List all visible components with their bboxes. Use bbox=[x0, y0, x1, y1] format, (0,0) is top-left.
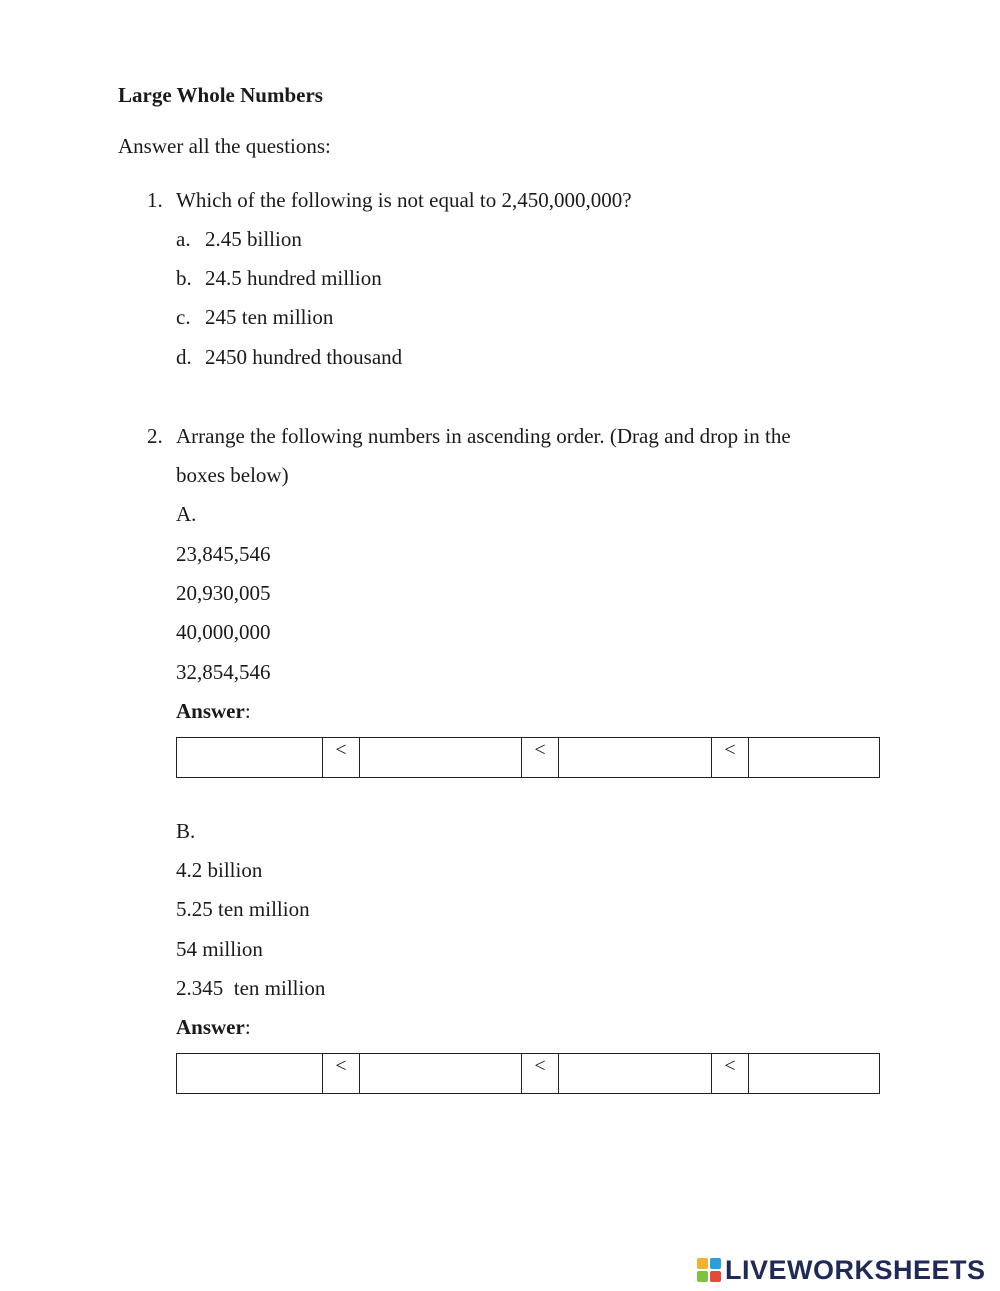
liveworksheets-wordmark: LIVEWORKSHEETS bbox=[725, 1254, 986, 1285]
part-b-number-4[interactable]: 2.345 ten million bbox=[176, 976, 326, 1000]
part-b-number-3[interactable]: 54 million bbox=[176, 937, 263, 961]
less-than-sign: < bbox=[522, 1054, 559, 1093]
answer-drop-box-1[interactable] bbox=[177, 1054, 323, 1093]
part-a-answer-label bbox=[176, 698, 251, 724]
part-b-label: B. bbox=[176, 819, 196, 843]
option-a-text[interactable]: 2.45 billion bbox=[205, 227, 302, 251]
part-a-answer-row bbox=[176, 737, 880, 778]
option-c-letter: c. bbox=[176, 305, 191, 329]
part-a-number-2[interactable]: 20,930,005 bbox=[176, 581, 271, 605]
answer-label-colon: : bbox=[244, 699, 251, 723]
less-than-sign: < bbox=[522, 738, 559, 777]
answer-label-colon: : bbox=[244, 1015, 251, 1039]
answer-drop-box-3[interactable] bbox=[559, 1054, 712, 1093]
answer-drop-box-4[interactable] bbox=[749, 1054, 879, 1093]
logo-square-green bbox=[697, 1271, 708, 1282]
answer-drop-box-2[interactable] bbox=[360, 1054, 522, 1093]
option-b-text[interactable]: 24.5 hundred million bbox=[205, 266, 382, 290]
part-a-number-4[interactable]: 32,854,546 bbox=[176, 660, 271, 684]
option-a-letter: a. bbox=[176, 227, 191, 251]
logo-square-red bbox=[710, 1271, 721, 1282]
part-a-label: A. bbox=[176, 502, 197, 526]
logo-square-blue bbox=[710, 1258, 721, 1269]
less-than-sign: < bbox=[712, 738, 749, 777]
part-a-number-1[interactable]: 23,845,546 bbox=[176, 542, 271, 566]
option-b-letter: b. bbox=[176, 266, 192, 290]
instruction-text: Answer all the questions: bbox=[118, 134, 331, 158]
answer-label-text: Answer bbox=[176, 699, 245, 723]
less-than-sign: < bbox=[323, 738, 360, 777]
question-2-text-line2: boxes below) bbox=[176, 463, 289, 487]
question-1-number: 1. bbox=[147, 188, 163, 212]
page-title: Large Whole Numbers bbox=[118, 83, 323, 107]
option-d-text[interactable]: 2450 hundred thousand bbox=[205, 345, 403, 369]
liveworksheets-logo-icon bbox=[697, 1258, 721, 1282]
question-1-text: Which of the following is not equal to 2,450,000,000? bbox=[176, 188, 632, 212]
liveworksheets-brand bbox=[697, 1255, 986, 1285]
logo-square-yellow bbox=[697, 1258, 708, 1269]
less-than-sign: < bbox=[323, 1054, 360, 1093]
part-b-answer-row bbox=[176, 1053, 880, 1094]
answer-label-text: Answer bbox=[176, 1015, 245, 1039]
answer-drop-box-4[interactable] bbox=[749, 738, 879, 777]
answer-drop-box-3[interactable] bbox=[559, 738, 712, 777]
question-2-text-line1: Arrange the following numbers in ascending order. (Drag and drop in the bbox=[176, 424, 791, 448]
answer-drop-box-1[interactable] bbox=[177, 738, 323, 777]
part-b-number-2[interactable]: 5.25 ten million bbox=[176, 897, 310, 921]
part-a-number-3[interactable]: 40,000,000 bbox=[176, 620, 271, 644]
less-than-sign: < bbox=[712, 1054, 749, 1093]
part-b-answer-label bbox=[176, 1014, 251, 1040]
answer-drop-box-2[interactable] bbox=[360, 738, 522, 777]
part-b-number-1[interactable]: 4.2 billion bbox=[176, 858, 263, 882]
option-d-letter: d. bbox=[176, 345, 192, 369]
option-c-text[interactable]: 245 ten million bbox=[205, 305, 334, 329]
question-2-number: 2. bbox=[147, 424, 163, 448]
